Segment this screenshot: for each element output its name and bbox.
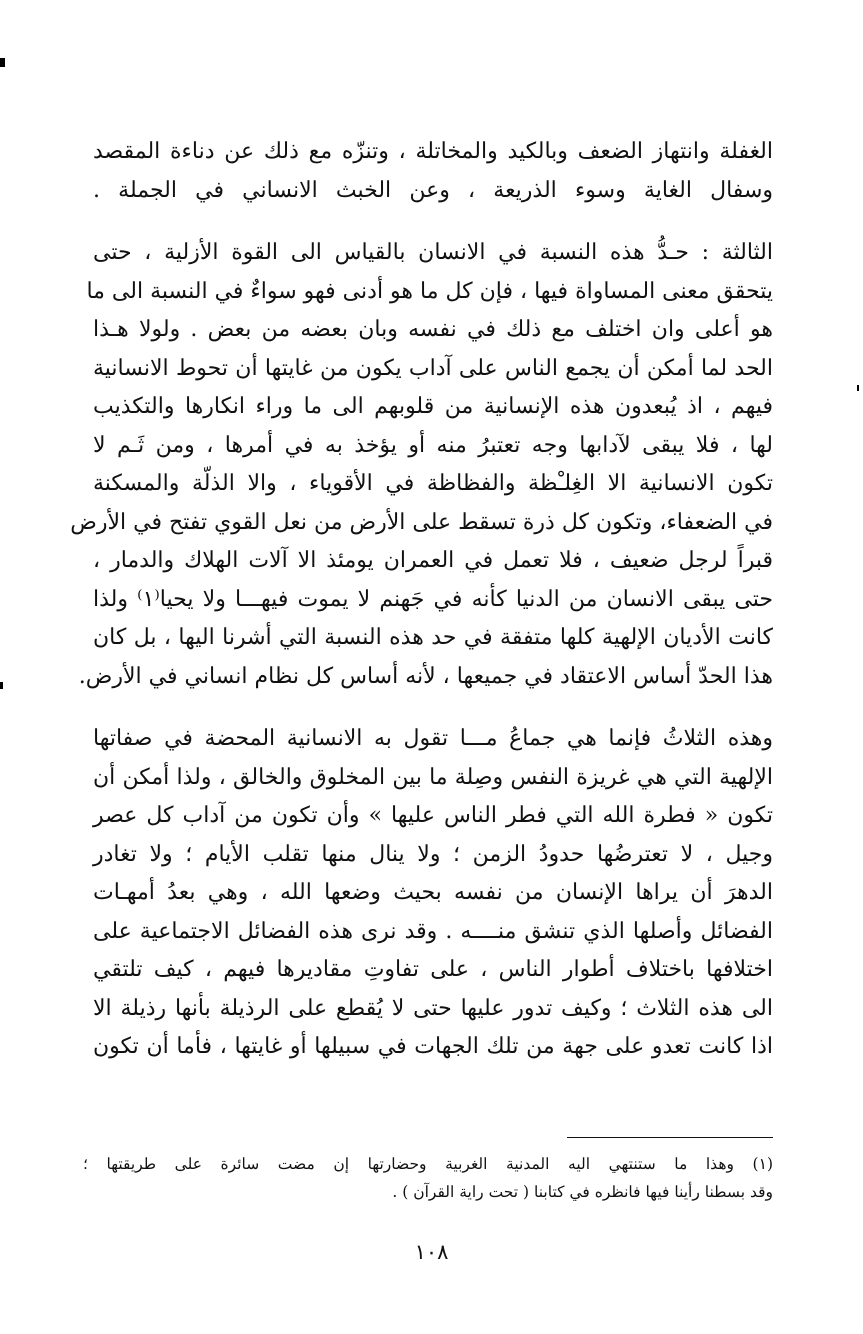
scan-margin-mark [0, 682, 3, 689]
text-line: لها ، فلا يبقى لآدابها وجه تعتبرُ منه أو يؤخذ به في أمرها ، ومن ثَـم لا [93, 432, 773, 458]
text-line: فيهم ، اذ يُبعدون هذه الإنسانية من قلوبهم الى ما وراء انكارها والتكذيب [93, 394, 773, 419]
text-line: يتحقق معنى المساواة فيها ، فإن كل ما هو أدنى فهو سواءٌ في النسبة الى ما [86, 278, 773, 304]
text-line: في الضعفاء، وتكون كل ذرة تسقط على الأرض من نعل القوي تفتح في الأرض [70, 509, 773, 535]
footnote-line: (١) وهذا ما ستنتهي اليه المدنية الغربية وحضارتها إن مضت سائرة على طريقتها ؛ [83, 1155, 773, 1173]
text-line: حتى يبقى الانسان من الدنيا كأنه في جَهنم لا يموت فيهـــا ولا يحيا⁽١⁾ ولذا [93, 586, 773, 612]
text-line: الدهرَ أن يراها الإنسان من نفسه بحيث وضعها الله ، وهي بعدُ أمهـات [93, 880, 773, 905]
paragraph-2 [70, 234, 774, 696]
text-line: وهذه الثلاثُ فإنما هي جماعُ مـــا تقول به الانسانية المحضة في صفاتها [93, 726, 773, 751]
text-line: قبراً لرجل ضعيف ، فلا تعمل في العمران يومئذ الا آلات الهلاك والدمار ، [93, 548, 773, 573]
text-line: الثالثة : حـدُّ هذه النسبة في الانسان بالقياس الى القوة الأزلية ، حتى [93, 240, 773, 265]
footnote [83, 1150, 773, 1206]
text-line: وجيل ، لا تعترضُها حدودُ الزمن ؛ ولا ينال منها تقلب الأيام ؛ ولا تغادر [93, 841, 773, 867]
text-line: اذا كانت تعدو على جهة من تلك الجهات في سبيلها أو غايتها ، فأما أن تكون [93, 1034, 773, 1059]
scan-margin-mark [0, 58, 5, 67]
text-line: الفضائل وأصلها الذي تنشق منــــه . وقد نرى هذه الفضائل الاجتماعية على [93, 918, 773, 944]
text-line: هو أعلى وان اختلف مع ذلك في نفسه وبان بعضه من بعض . ولولا هـذا [93, 317, 773, 342]
page-number: ١٠٨ [414, 1240, 449, 1264]
text-line: الحد لما أمكن أن يجمع الناس على آداب يكون من غايتها أن تحوط الانسانية [93, 355, 773, 381]
footnote-divider [567, 1137, 773, 1138]
text-line: الغفلة وانتهاز الضعف وبالكيد والمخاتلة ، وتنزّه مع ذلك عن دناءة المقصد [93, 139, 773, 164]
scan-margin-mark [857, 385, 859, 391]
text-line: وسفال الغاية وسوء الذريعة ، وعن الخبث الانساني في الجملة . [93, 177, 773, 203]
paragraph-1 [93, 133, 773, 210]
paragraph-3 [93, 720, 773, 1067]
text-line: تكون « فطرة الله التي فطر الناس عليها » وأن تكون من آداب كل عصر [93, 803, 773, 828]
text-line: تكون الانسانية الا الغِلـْظة والفظاظة في الأقوياء ، والا الذلّة والمسكنة [93, 471, 773, 496]
text-line: هذا الحدّ أساس الاعتقاد في جميعها ، لأنه أساس كل نظام انساني في الأرض. [78, 663, 773, 689]
text-line: الى هذه الثلاث ؛ وكيف تدور عليها حتى لا يُقطع على الرذيلة بأنها رذيلة الا [93, 995, 773, 1021]
text-line: اختلافها باختلاف أطوار الناس ، على تفاوتِ مقاديرها فيهم ، كيف تلتقي [93, 957, 773, 982]
main-text [70, 133, 774, 1067]
footnote-line: وقد بسطنا رأينا فيها فانظره في كتابنا ( تحت راية القرآن ) . [392, 1183, 773, 1201]
text-line: الإلهية التي هي غريزة النفس وصِلة ما بين المخلوق والخالق ، ولذا أمكن أن [93, 764, 773, 790]
text-line: كانت الأديان الإلهية كلها متفقة في حد هذه النسبة التي أشرنا اليها ، بل كان [93, 625, 774, 650]
